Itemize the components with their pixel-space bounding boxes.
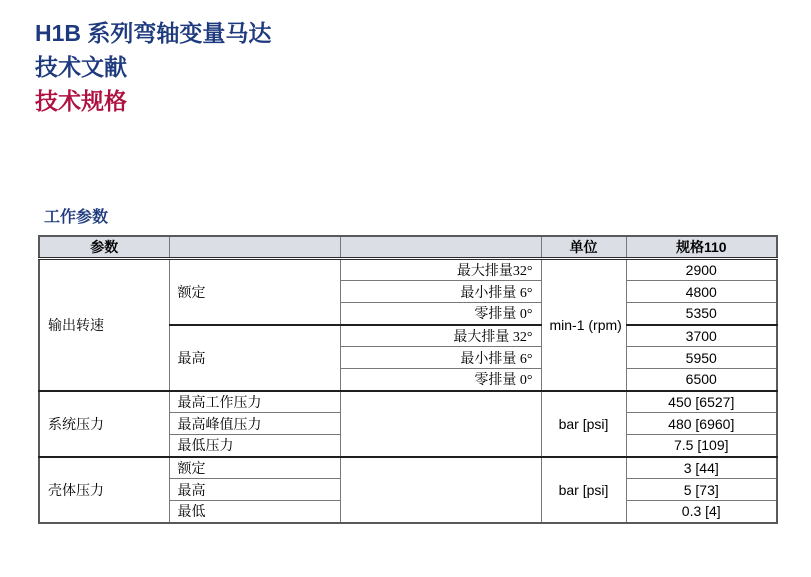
col-header-spec: 规格110 (626, 236, 777, 259)
col-header-blank1 (169, 236, 340, 259)
sub-label-cell: 额定 (169, 457, 340, 479)
value-cell: 5950 (626, 347, 777, 369)
value-cell: 4800 (626, 281, 777, 303)
sub-label-cell: 最小排量 6° (340, 347, 541, 369)
value-cell: 5 [73] (626, 479, 777, 501)
table-row (39, 391, 777, 413)
doc-title: H1B 系列弯轴变量马达 (35, 20, 272, 46)
doc-subtitle: 技术文献 (35, 54, 127, 80)
group-cell-rated: 额定 (169, 259, 340, 325)
sub-label-cell: 最高工作压力 (169, 391, 340, 413)
value-cell: 0.3 [4] (626, 501, 777, 523)
value-cell: 480 [6960] (626, 413, 777, 435)
unit-cell-bar-psi: bar [psi] (541, 391, 626, 457)
table-section-heading: 工作参数 (44, 209, 109, 226)
sub-label-cell: 最大排量 32° (340, 325, 541, 347)
blank-cell (340, 391, 541, 457)
document-title-block (35, 16, 271, 118)
sub-label-cell: 最小排量 6° (340, 281, 541, 303)
sub-label-cell: 最低 (169, 501, 340, 523)
unit-cell-rpm: min-1 (rpm) (541, 259, 626, 391)
value-cell: 3 [44] (626, 457, 777, 479)
value-cell: 450 [6527] (626, 391, 777, 413)
table-row (39, 259, 777, 281)
sub-label-cell: 最高峰值压力 (169, 413, 340, 435)
sub-label-cell: 零排量 0° (340, 369, 541, 391)
value-cell: 2900 (626, 259, 777, 281)
doc-section-name: 技术规格 (35, 88, 127, 114)
value-cell: 6500 (626, 369, 777, 391)
param-cell-case-pressure: 壳体压力 (39, 457, 169, 523)
unit-cell-bar-psi: bar [psi] (541, 457, 626, 523)
sub-label-cell: 最低压力 (169, 435, 340, 457)
table-header-row (39, 236, 777, 259)
group-cell-max: 最高 (169, 325, 340, 391)
col-header-unit: 单位 (541, 236, 626, 259)
param-cell-system-pressure: 系统压力 (39, 391, 169, 457)
working-parameters-table (38, 235, 778, 524)
value-cell: 5350 (626, 303, 777, 325)
sub-label-cell: 最高 (169, 479, 340, 501)
sub-label-cell: 最大排量32° (340, 259, 541, 281)
value-cell: 3700 (626, 325, 777, 347)
col-header-blank2 (340, 236, 541, 259)
table-row (39, 457, 777, 479)
param-cell-output-speed: 输出转速 (39, 259, 169, 391)
sub-label-cell: 零排量 0° (340, 303, 541, 325)
col-header-parameter: 参数 (39, 236, 169, 259)
blank-cell (340, 457, 541, 523)
value-cell: 7.5 [109] (626, 435, 777, 457)
